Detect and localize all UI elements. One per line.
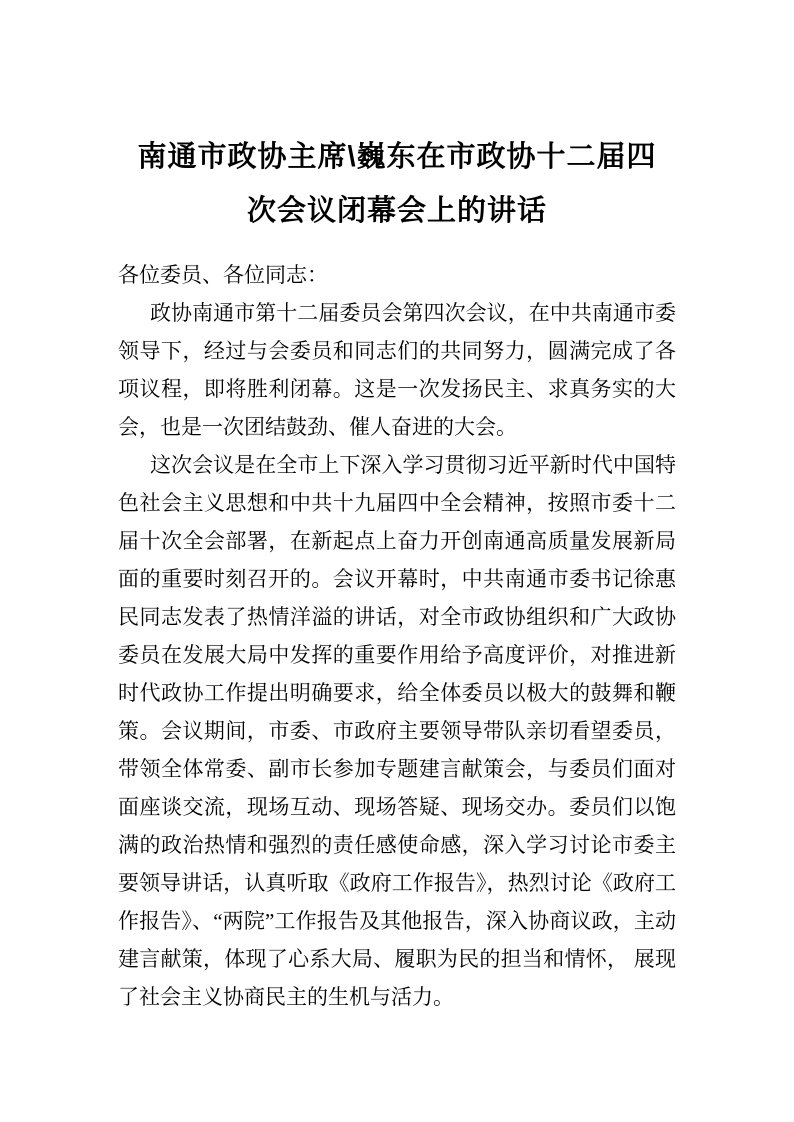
document-title-line-1: 南通市政协主席\巍东在市政协十二届四 <box>137 141 657 173</box>
document-body <box>118 256 676 1016</box>
salutation-line: 各位委员、各位同志： <box>118 263 328 287</box>
document-title <box>118 130 676 238</box>
document-title-line-2: 次会议闭幕会上的讲话 <box>246 195 547 227</box>
body-paragraph-2: 这次会议是在全市上下深入学习贯彻习近平新时代中国特色社会主义思想和中共十九届四中全会精神，按照市委十二届十次全会部署，在新起点上奋力开创南通高质量发展新局面的重要时刻召开的。会议开幕时，中共南通市委书记徐惠民同志发表了热情洋溢的讲话，对全市政协组织和广大政协委员在发展大局中发挥的重要作用给予高度评价，对推进新时代政协工作提出明确要求，给全体委员以极大的鼓舞和鞭策。会议期间，市委、市政府主要领导带队亲切看望委员，带领全体常委、副市长参加专题建言献策会，与委员们面对面座谈交流，现场互动、现场答疑、现场交办。委员们以饱满的政治热情和强烈的责任感使命感，深入学习讨论市委主要领导讲话，认真听取《政府工作报告》，热烈讨论《政府工作报告》、“两院”工作报告及其他报告，深入协商议政，主动建言献策，体现了心系大局、履职为民的担当和情怀， 展现了社会主义协商民主的生机与活力。 <box>118 453 676 1009</box>
body-paragraph-1: 政协南通市第十二届委员会第四次会议，在中共南通市委领导下，经过与会委员和同志们的共同努力，圆满完成了各项议程，即将胜利闭幕。这是一次发扬民主、求真务实的大会，也是一次团结鼓劲、催人奋进的大会。 <box>118 301 676 439</box>
